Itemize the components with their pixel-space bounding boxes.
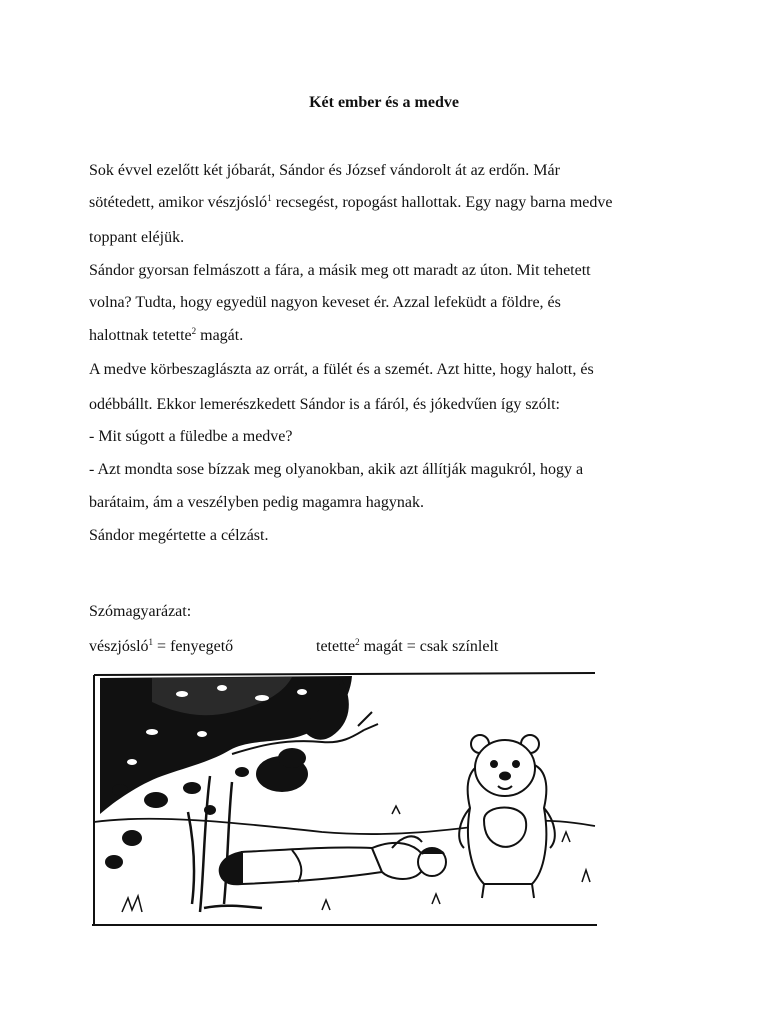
glossary-term: vészjósló bbox=[89, 638, 149, 655]
glossary-entry2 bbox=[316, 638, 498, 656]
glossary-definition: = fenyegető bbox=[153, 638, 234, 655]
paragraph2-line1 bbox=[89, 262, 591, 280]
tree-foliage bbox=[100, 676, 352, 869]
paragraph1-line2 bbox=[89, 194, 612, 212]
closing-line bbox=[89, 527, 268, 545]
footnote-marker: 2 bbox=[191, 326, 197, 336]
text: Sok évvel ezelőtt két jóbarát, Sándor és József vándorolt át az erdőn. Már bbox=[89, 162, 560, 179]
dialogue2-line1 bbox=[89, 461, 583, 479]
text: sötétedett, amikor vészjósló bbox=[89, 194, 268, 211]
frame-top bbox=[94, 673, 595, 675]
footnote-marker: 2 bbox=[355, 637, 360, 647]
text: halottnak tetette bbox=[89, 327, 192, 344]
tree-trunk bbox=[188, 776, 262, 912]
text: Szómagyarázat: bbox=[89, 603, 192, 620]
footnote-marker: 1 bbox=[267, 193, 272, 203]
glossary-entry1 bbox=[89, 638, 233, 656]
text: - Azt mondta sose bízzak meg olyanokban, akik azt állítják magukról, hogy a bbox=[89, 461, 584, 478]
text: barátaim, ám a veszélyben pedig magamra hagynak. bbox=[89, 494, 424, 511]
lying-man bbox=[220, 836, 446, 884]
paragraph3-line1 bbox=[89, 361, 594, 379]
text: volna? Tudta, hogy egyedül nagyon keveset ér. Azzal lefeküdt a földre, és bbox=[89, 294, 561, 311]
paragraph2-line3 bbox=[89, 327, 243, 345]
text: recsegést, ropogást hallottak. Egy nagy barna medve bbox=[271, 194, 613, 211]
glossary-term: tetette bbox=[316, 638, 356, 655]
paragraph2-line2 bbox=[89, 294, 561, 312]
footnote-marker: 1 bbox=[148, 637, 154, 647]
dialogue-line1 bbox=[89, 428, 293, 446]
bear bbox=[459, 735, 555, 898]
glossary-definition: magát = csak színlelt bbox=[359, 638, 499, 655]
text: - Mit súgott a füledbe a medve? bbox=[89, 428, 293, 445]
dialogue2-line2 bbox=[89, 494, 424, 512]
text: A medve körbeszaglászta az orrát, a fülét és a szemét. Azt hitte, hogy halott, és bbox=[89, 361, 594, 378]
paragraph3-line2 bbox=[89, 396, 560, 414]
tree-bear-man-illustration bbox=[92, 672, 597, 928]
text: magát. bbox=[196, 327, 244, 344]
text: odébbállt. Ekkor lemerészkedett Sándor is a fáról, és jókedvűen így szólt: bbox=[89, 396, 560, 413]
text: toppant eléjük. bbox=[89, 229, 185, 246]
document-title: Két ember és a medve bbox=[309, 94, 459, 111]
text: Sándor gyorsan felmászott a fára, a másik meg ott maradt az úton. Mit tehetett bbox=[89, 262, 591, 279]
glossary-heading bbox=[89, 603, 191, 621]
paragraph1-line1 bbox=[89, 162, 560, 180]
text: Sándor megértette a célzást. bbox=[89, 527, 269, 544]
paragraph1-line3 bbox=[89, 229, 184, 247]
